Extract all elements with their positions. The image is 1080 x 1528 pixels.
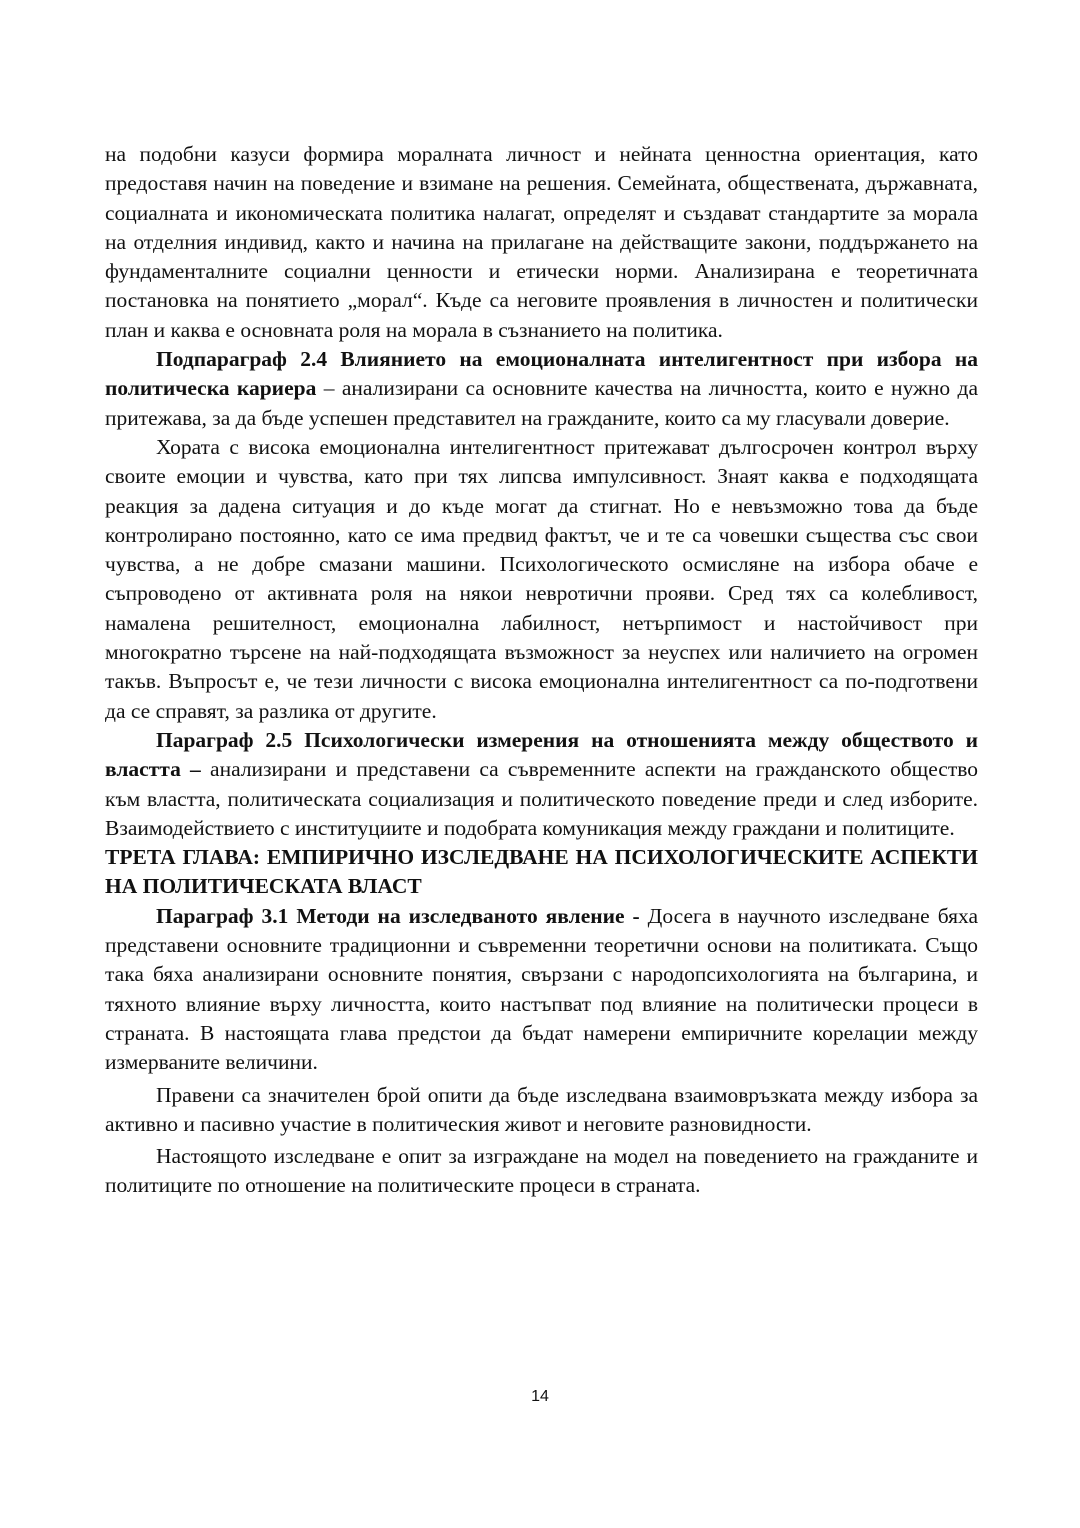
section-3-1-text: Досега в научното изследване бяха представени основните традиционни и съвременни теоретични основи на политиката. Също така бяха анализирани основните понятия, свързани с народопсихологията на българина, и тяхното влияние върху личността, които настъпват под влияние на политически процеси в страната. В настоящата глава предстои да бъдат намерени емпиричните корелации между измерваните величини.	[105, 903, 978, 1075]
paragraph-attempts: Правени са значителен брой опити да бъде изследвана взаимовръзката между избора за активно и пасивно участие в политическия живот и неговите разновидности.	[105, 1082, 978, 1136]
paragraph-emotional-intelligence: Хората с висока емоционална интелигентност притежават дългосрочен контрол върху своите емоции и чувства, като при тях липсва импулсивност. Знаят каква е подходящата реакция за дадена ситуация и до къде могат да стигнат. Но е невъзможно това да бъде контролирано постоянно, като се има предвид фактът, че и те са човешки същества със свои чувства, а не добре смазани машини. Психологическото осмисляне на избора обаче е съпроводено от активната роля на някои невротични прояви. Сред тях са колебливост, намалена решителност, емоционална лабилност, нетърпимост и настойчивост при многократно търсене на най-подходящата възможност за неуспех или наличието на огромен такъв. Въпросът е, че тези личности с висока емоционална интелигентност са по-подготвени да се справят, за разлика от другите.	[105, 434, 978, 723]
section-2-5-title: Параграф 2.5 Психологически измерения на отношенията между обществото и властта –	[105, 727, 978, 782]
section-3-1-title: Параграф 3.1 Методи на изследваното явление -	[156, 903, 640, 928]
section-2-5-text: анализирани и представени са съвременните аспекти на гражданското общество към властта, политическата социализация и политическото поведение преди и след изборите. Взаимодействието с институциите и подобрата комуникация между граждани и политиците.	[105, 757, 978, 840]
paragraph-section-2-5	[105, 726, 978, 843]
subsection-2-4-title: Подпараграф 2.4 Влиянието на емоционалната интелигентност при избора на политическа кариера	[105, 347, 978, 401]
document-body	[105, 140, 978, 1201]
paragraph-section-3-1	[105, 902, 978, 1078]
chapter-three-heading: ТРЕТА ГЛАВА: ЕМПИРИЧНО ИЗСЛЕДВАНЕ НА ПСИХОЛОГИЧЕСКИТЕ АСПЕКТИ НА ПОЛИТИЧЕСКАТА ВЛАСТ	[105, 845, 978, 899]
paragraph-subsection-2-4	[105, 345, 978, 433]
paragraph-moral: на подобни казуси формира моралната личност и нейната ценностна ориентация, като предоставя начин на поведение и взимане на решения. Семейната, обществената, държавната, социалната и икономическата политика налагат, определят и създават стандартите за морала на отделния индивид, както и начина на прилагане на действащите закони, поддържането на фундаменталните социални ценности и етически норми. Анализирана е теоретичната постановка на понятието „морал“. Къде са неговите проявления в личностен и политически план и каква е основната роля на морала в съзнанието на политика.	[105, 142, 978, 342]
subsection-2-4-text: – анализирани са основните качества на личността, които е нужно да притежава, за да бъде успешен представител на гражданите, които са му гласували доверие.	[105, 376, 978, 430]
paragraph-present-study: Настоящото изследване е опит за изграждане на модел на поведението на гражданите и политиците по отношение на политическите процеси в страната.	[105, 1144, 978, 1198]
page-number: 14	[531, 1388, 549, 1405]
